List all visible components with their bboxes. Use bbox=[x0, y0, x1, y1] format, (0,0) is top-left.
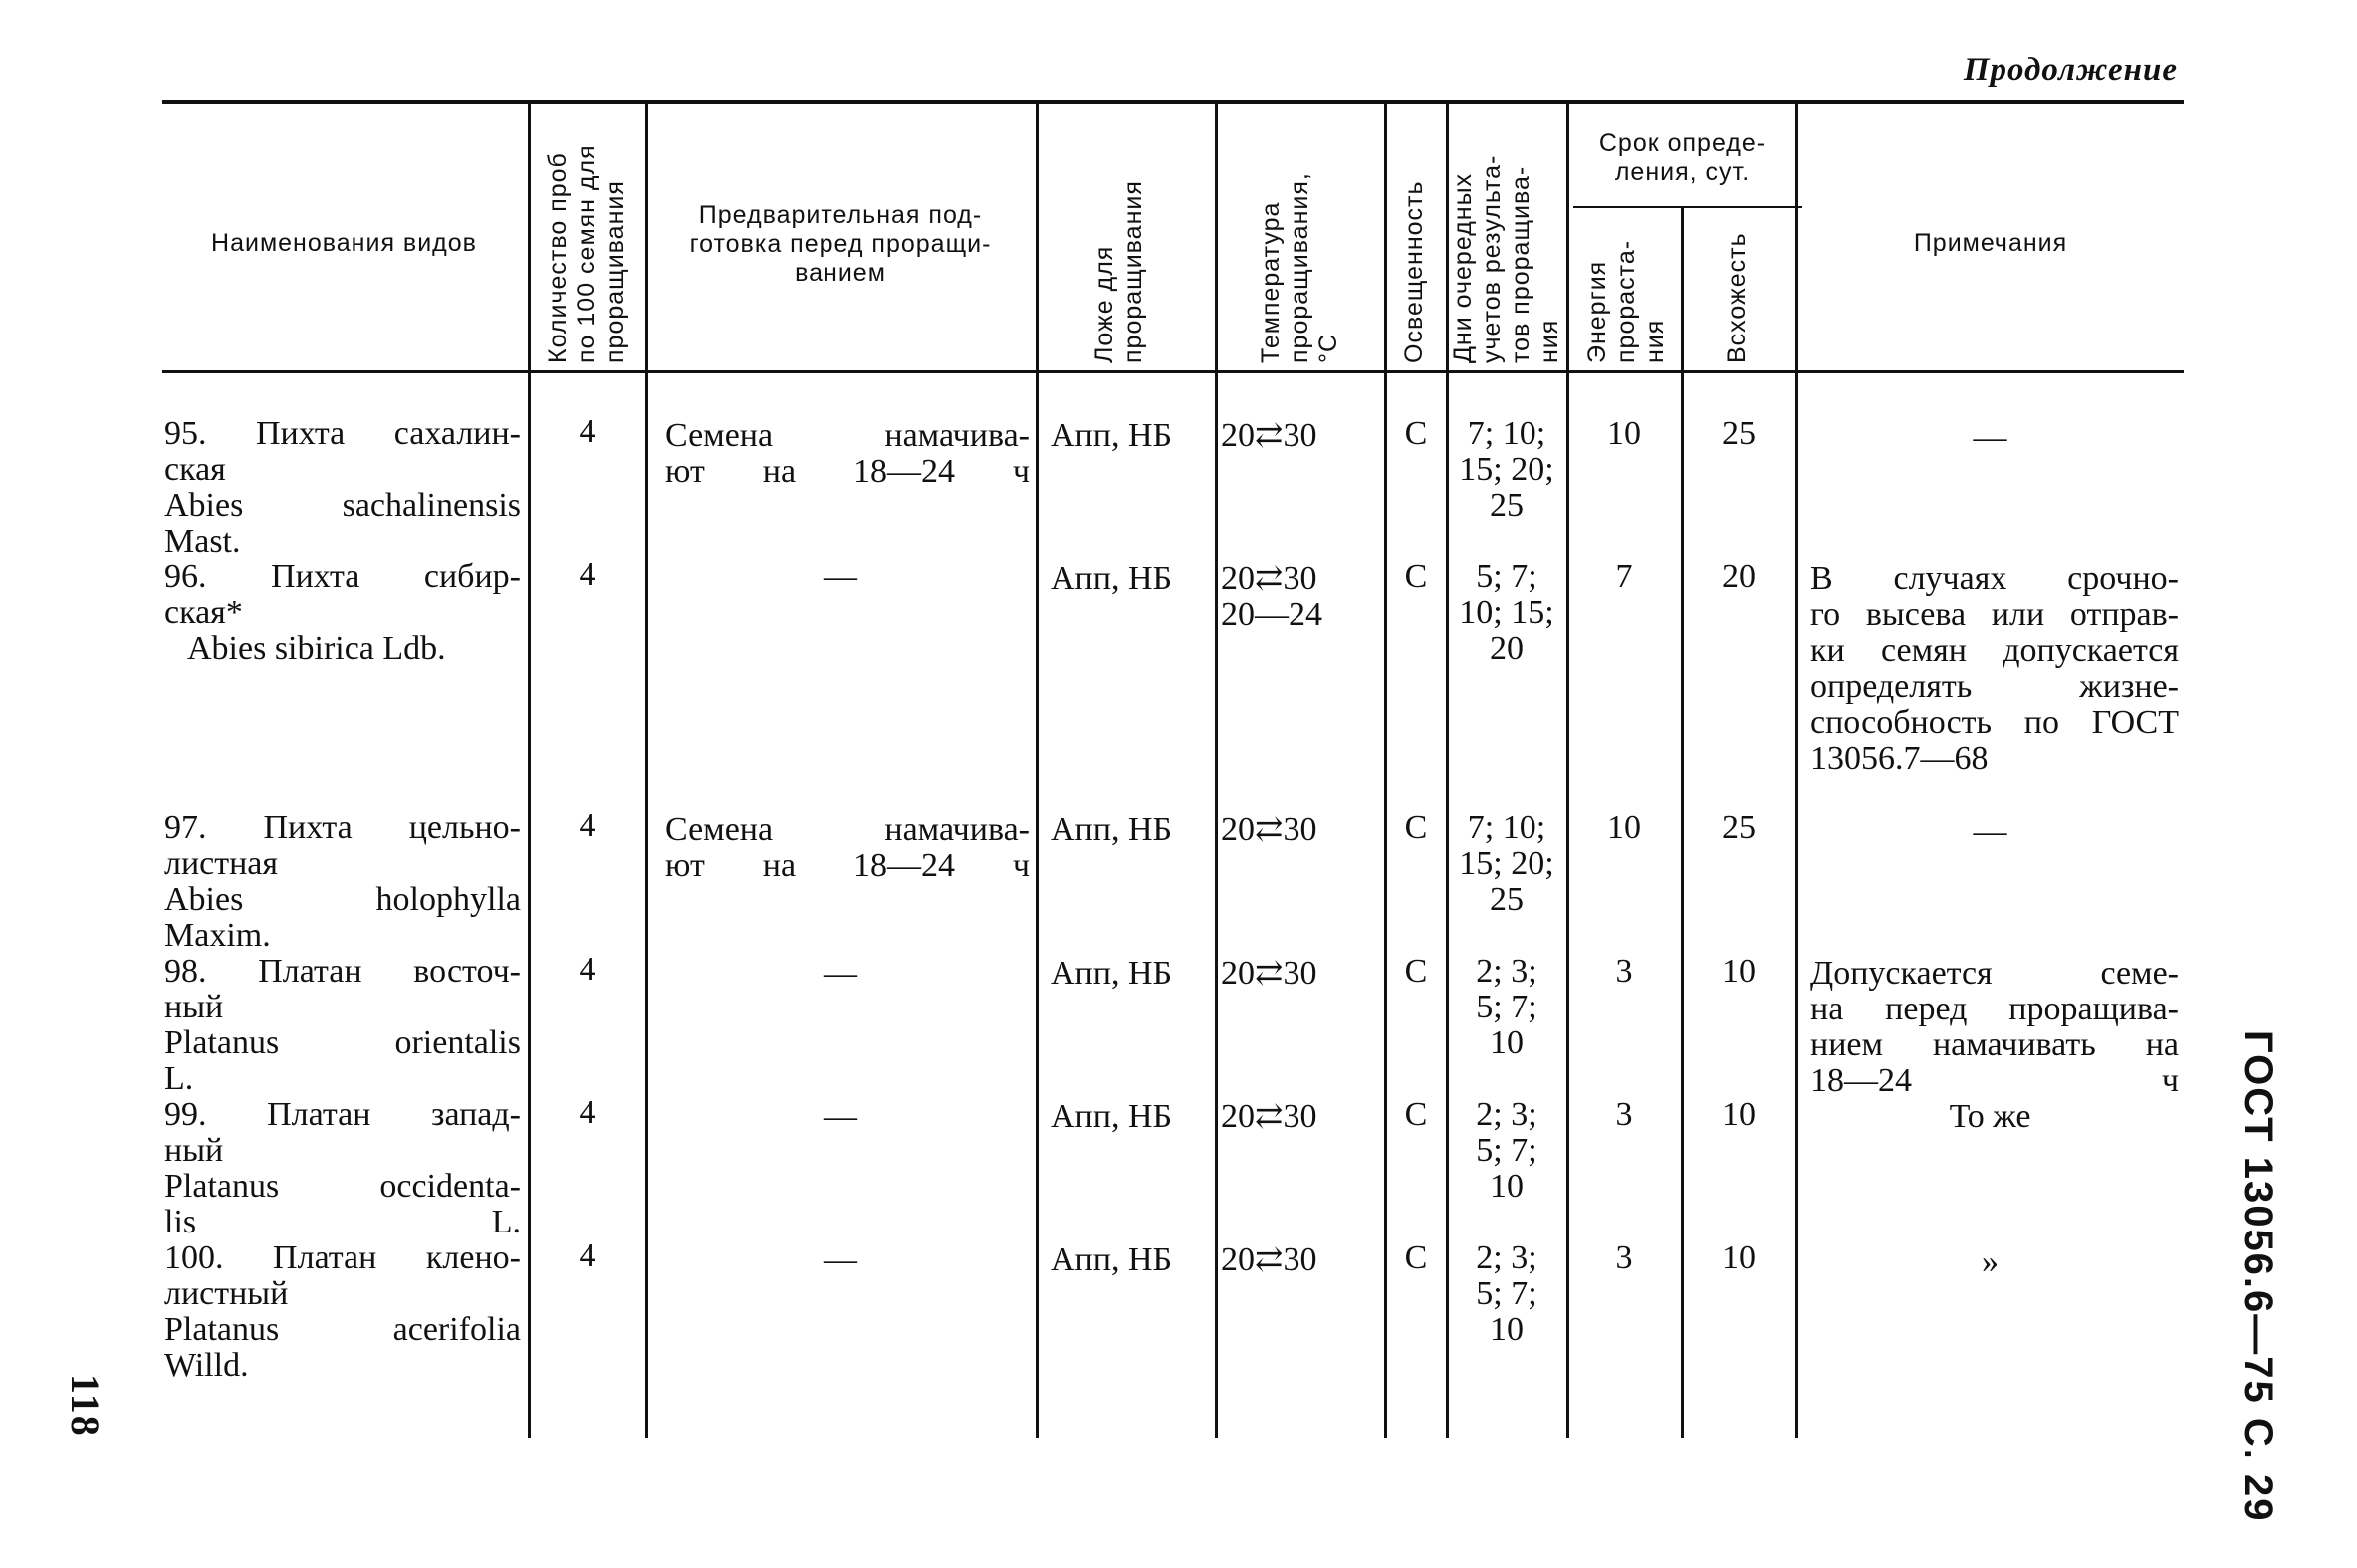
row-96-temp: 20⇄30 20—24 bbox=[1221, 560, 1322, 633]
row-100-name-ru: 100. Платан клено- листный bbox=[164, 1239, 521, 1312]
row-96-germ: 20 bbox=[1722, 559, 1756, 595]
row-95-samples: 4 bbox=[579, 413, 596, 450]
row-96-name-lat: Abies sibirica Ldb. bbox=[187, 630, 446, 667]
row-98-notes: Допускается семе- на перед проращива- нием намачивать на 18—24 ч bbox=[1810, 955, 2179, 1099]
row-100-energy: 3 bbox=[1615, 1239, 1633, 1276]
row-99-germ: 10 bbox=[1722, 1096, 1756, 1133]
row-99-name-lat: Platanus occidenta- lis L. bbox=[164, 1168, 521, 1240]
row-95-bed: Апп, НБ bbox=[1051, 417, 1173, 454]
row-96-prep: — bbox=[824, 559, 857, 595]
header-prep: Предварительная под- готовка перед проращи- ванием bbox=[689, 201, 992, 287]
row-96-energy: 7 bbox=[1615, 559, 1633, 595]
header-light: Освещенность bbox=[1400, 180, 1428, 363]
row-95-germ: 25 bbox=[1722, 415, 1756, 452]
row-99-bed: Апп, НБ bbox=[1051, 1098, 1173, 1135]
row-99-energy: 3 bbox=[1615, 1096, 1633, 1133]
row-98-light: С bbox=[1404, 953, 1428, 990]
row-98-name-lat: Platanus orientalis L. bbox=[164, 1024, 521, 1097]
row-98-days: 2; 3; 5; 7; 10 bbox=[1476, 953, 1537, 1061]
term-subheader-rule bbox=[1573, 206, 1802, 208]
row-99-samples: 4 bbox=[579, 1094, 596, 1131]
row-98-bed: Апп, НБ bbox=[1051, 955, 1173, 992]
row-95-energy: 10 bbox=[1607, 415, 1641, 452]
row-99-temp: 20⇄30 bbox=[1221, 1098, 1317, 1135]
header-days: Дни очередных учетов результа- тов проращива- ния bbox=[1449, 154, 1563, 363]
row-97-days: 7; 10; 15; 20; 25 bbox=[1459, 809, 1554, 918]
row-97-samples: 4 bbox=[579, 807, 596, 844]
row-95-light: С bbox=[1404, 415, 1428, 452]
row-95-notes: — bbox=[1973, 419, 2007, 456]
row-97-temp: 20⇄30 bbox=[1221, 811, 1317, 848]
row-96-bed: Апп, НБ bbox=[1051, 560, 1173, 597]
row-96-light: С bbox=[1404, 559, 1428, 595]
row-99-days: 2; 3; 5; 7; 10 bbox=[1476, 1096, 1537, 1205]
row-100-germ: 10 bbox=[1722, 1239, 1756, 1276]
row-95-temp: 20⇄30 bbox=[1221, 417, 1317, 454]
header-notes: Примечания bbox=[1913, 229, 2068, 257]
row-100-notes: » bbox=[1982, 1243, 1999, 1280]
row-98-name-ru: 98. Платан восточ- ный bbox=[164, 953, 521, 1025]
row-96-notes: В случаях срочно- го высева или отправ- ки семян допускается определять жизне- способность по ГОСТ 13056.7—68 bbox=[1810, 560, 2179, 777]
row-98-prep: — bbox=[824, 955, 857, 992]
col-divider-2 bbox=[645, 104, 648, 1438]
row-97-notes: — bbox=[1973, 813, 2007, 850]
header-name: Наименования видов bbox=[211, 229, 477, 257]
row-95-days: 7; 10; 15; 20; 25 bbox=[1459, 415, 1554, 524]
row-97-name-lat: Abies holophylla Maxim. bbox=[164, 881, 521, 954]
row-97-bed: Апп, НБ bbox=[1051, 811, 1173, 848]
row-100-days: 2; 3; 5; 7; 10 bbox=[1476, 1239, 1537, 1348]
col-divider-7 bbox=[1566, 104, 1569, 1438]
row-100-samples: 4 bbox=[579, 1237, 596, 1274]
row-96-name-ru: 96. Пихта сибир- ская* bbox=[164, 559, 521, 631]
row-97-name-ru: 97. Пихта цельно- листная bbox=[164, 809, 521, 882]
side-gost-label: ГОСТ 13056.6—75 С. 29 bbox=[2237, 1030, 2280, 1523]
header-germ: Всхожесть bbox=[1723, 232, 1751, 363]
header-energy: Энергия прораста- ния bbox=[1583, 239, 1669, 363]
row-100-prep: — bbox=[824, 1241, 857, 1278]
row-95-name-lat: Abies sachalinensis Mast. bbox=[164, 487, 521, 560]
row-95-prep: Семена намачива- ют на 18—24 ч bbox=[665, 417, 1030, 490]
row-100-name-lat: Platanus acerifolia Willd. bbox=[164, 1311, 521, 1384]
row-99-prep: — bbox=[824, 1098, 857, 1135]
row-97-light: С bbox=[1404, 809, 1428, 846]
col-divider-5 bbox=[1384, 104, 1387, 1438]
row-100-bed: Апп, НБ bbox=[1051, 1241, 1173, 1278]
header-bed: Ложе для проращивания bbox=[1090, 180, 1147, 363]
row-99-name-ru: 99. Платан запад- ный bbox=[164, 1096, 521, 1169]
side-page-number: 118 bbox=[63, 1374, 108, 1438]
row-97-germ: 25 bbox=[1722, 809, 1756, 846]
row-97-energy: 10 bbox=[1607, 809, 1641, 846]
row-100-temp: 20⇄30 bbox=[1221, 1241, 1317, 1278]
row-96-samples: 4 bbox=[579, 557, 596, 593]
col-divider-9 bbox=[1795, 104, 1798, 1438]
row-99-notes: То же bbox=[1949, 1098, 2031, 1135]
row-100-light: С bbox=[1404, 1239, 1428, 1276]
header-bottom-rule bbox=[162, 370, 2184, 373]
col-divider-3 bbox=[1036, 104, 1039, 1438]
row-98-energy: 3 bbox=[1615, 953, 1633, 990]
row-98-samples: 4 bbox=[579, 951, 596, 988]
table-top-rule bbox=[162, 100, 2184, 104]
row-98-germ: 10 bbox=[1722, 953, 1756, 990]
row-98-temp: 20⇄30 bbox=[1221, 955, 1317, 992]
header-temp: Температура проращивания, °С bbox=[1257, 172, 1342, 363]
col-divider-4 bbox=[1215, 104, 1218, 1438]
row-99-light: С bbox=[1404, 1096, 1428, 1133]
header-samples: Количество проб по 100 семян для проращивания bbox=[544, 144, 629, 363]
header-term: Срок опреде- ления, сут. bbox=[1598, 129, 1767, 186]
row-95-name-ru: 95. Пихта сахалин- ская bbox=[164, 415, 521, 488]
continuation-label: Продолжение bbox=[1963, 52, 2178, 88]
col-divider-1 bbox=[528, 104, 531, 1438]
row-96-days: 5; 7; 10; 15; 20 bbox=[1459, 559, 1554, 667]
row-97-prep: Семена намачива- ют на 18—24 ч bbox=[665, 811, 1030, 884]
